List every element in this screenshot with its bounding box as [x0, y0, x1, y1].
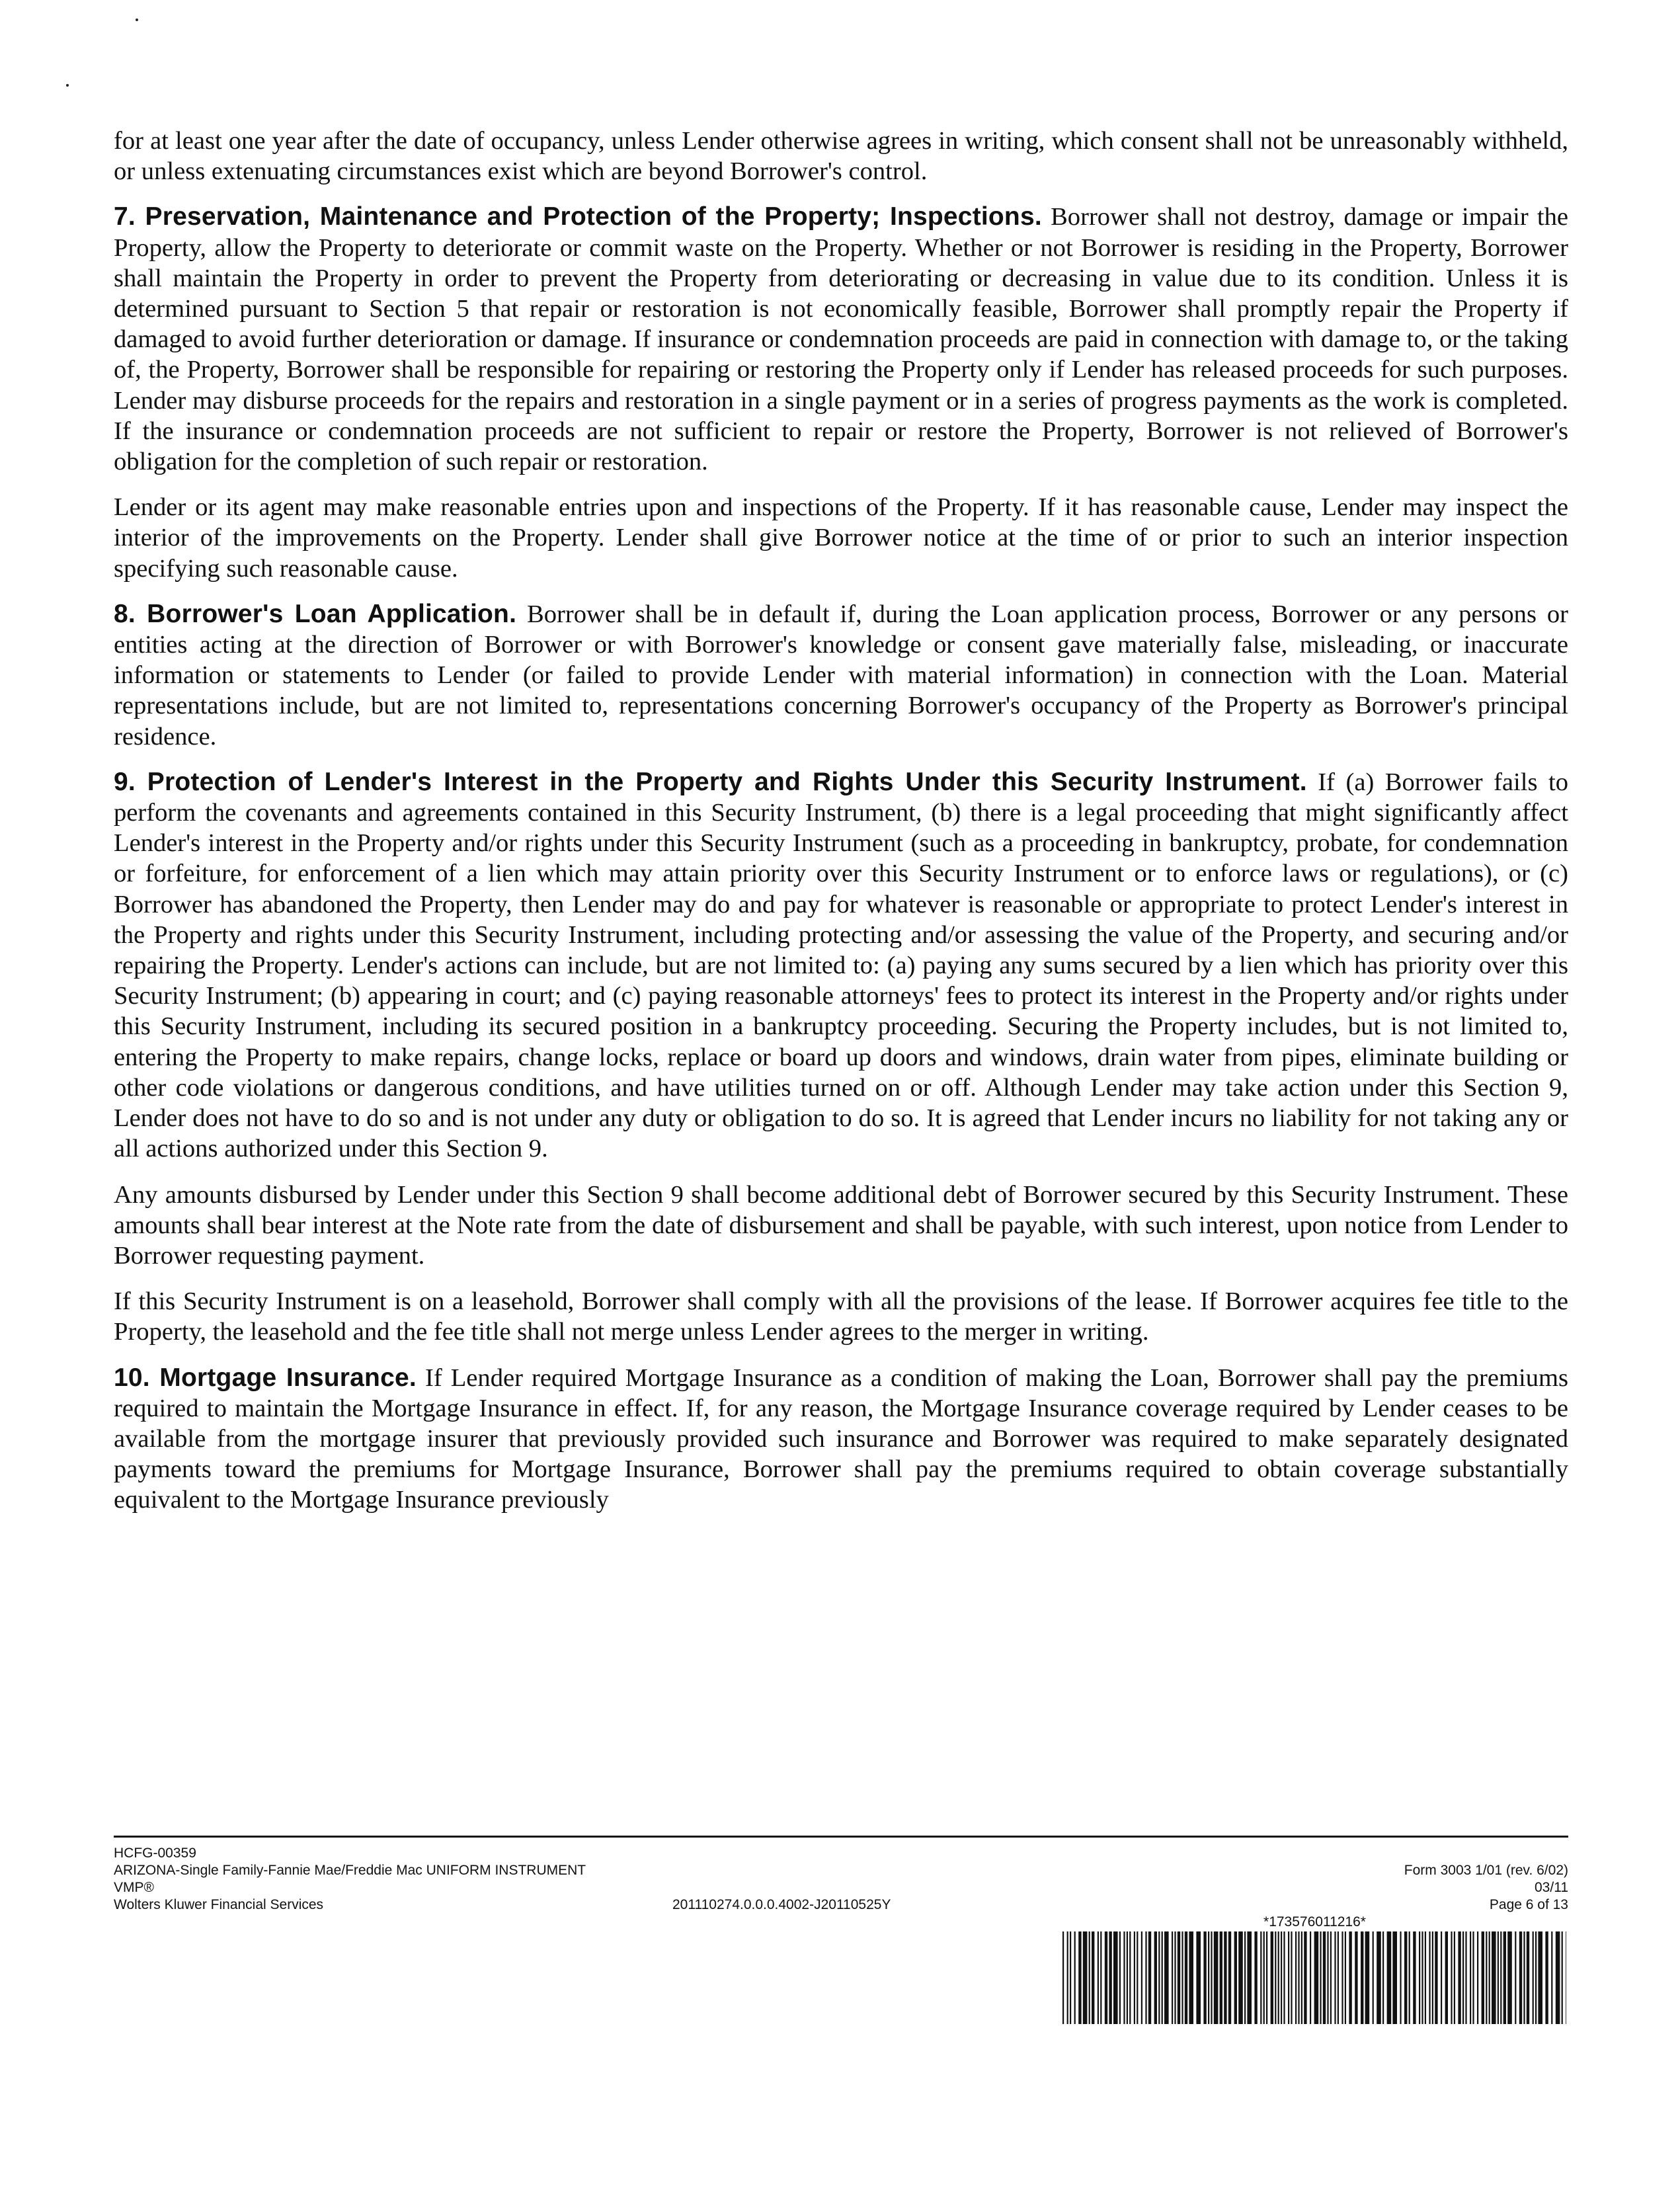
barcode-bar [1535, 1931, 1537, 2024]
barcode-bar [1078, 1931, 1081, 2024]
barcode-bar [1266, 1931, 1267, 2024]
barcode-bar [1301, 1931, 1302, 2024]
barcode-bar [1291, 1931, 1292, 2024]
barcode-bar [1185, 1931, 1187, 2024]
barcode-bar [1341, 1931, 1343, 2024]
barcode-bar [1458, 1931, 1460, 2024]
barcode-bar [1298, 1931, 1299, 2024]
barcode-bar [1074, 1931, 1076, 2024]
barcode-bar [1349, 1931, 1351, 2024]
barcode-bar [1465, 1931, 1466, 2024]
barcode-bar [1470, 1931, 1471, 2024]
footer-form-number: Form 3003 1/01 (rev. 6/02) [1404, 1863, 1568, 1878]
barcode-bar [1404, 1931, 1407, 2024]
barcode-bar [1137, 1931, 1138, 2024]
barcode-bar [1441, 1931, 1442, 2024]
barcode-bar [1247, 1931, 1252, 2024]
section-7-text: Borrower shall not destroy, damage or impair the Property, allow the Property to deteriorate or commit waste on the Property. Whether or not Borrower is residing in the Property, Borrower shall maintain the Property in order to prevent the Property from deteriorating or decreasing in value due to its condition. Unless it is determined pursuant to Section 5 that repair or restoration is not economically feasible, Borrower shall promptly repair the Property if damaged to avoid further deterioration or damage. If insurance or condemnation proceeds are paid in connection with damage to, or the taking of, the Property, Borrower shall be responsible for repairing or restoring the Property only if Lender has released proceeds for such purposes. Lender may disburse proceeds for the repairs and restoration in a single payment or in a series of progress payments as the work is completed. If the insurance or condemnation proceeds are not sufficient to repair or restore the Property, Borrower is not relieved of Borrower's obligation for the completion of such repair or restoration. [114, 203, 1568, 476]
footer-doc-id: HCFG-00359 [114, 1846, 196, 1861]
barcode-bar [1238, 1931, 1243, 2024]
section-9-paragraph-3: If this Security Instrument is on a leasehold, Borrower shall comply with all the provisions of the lease. If Borrower acquires fee title to the Property, the leasehold and the fee title shall not merge unless Lender agrees to the merger in writing. [114, 1287, 1568, 1346]
barcode-bar [1334, 1931, 1336, 2024]
barcode-bar [1304, 1931, 1306, 2024]
barcode-bar [1327, 1931, 1328, 2024]
barcode-bar [1515, 1931, 1516, 2024]
barcode-bar [1507, 1931, 1512, 2024]
barcode-bar [1462, 1931, 1464, 2024]
section-7 [114, 202, 1568, 477]
barcode-bar [1486, 1931, 1487, 2024]
barcode-bar [1228, 1931, 1231, 2024]
barcode-bar [1500, 1931, 1501, 2024]
barcode-bar [1373, 1931, 1374, 2024]
barcode-bar [1271, 1931, 1273, 2024]
barcode-bar [1089, 1931, 1090, 2024]
section-10-text: If Lender required Mortgage Insurance as a condition of making the Loan, Borrower shall pay the premiums required to maintain the Mortgage Insurance in effect. If, for any reason, the Mortgage Insurance coverage required by Lender ceases to be available from the mortgage insurer that previously provided such insurance and Borrower was required to make separately designated payments toward the premiums for Mortgage Insurance, Borrower shall pay the premiums required to obtain coverage substantially equivalent to the Mortgage Insurance previously [114, 1363, 1569, 1514]
barcode-bar [1127, 1931, 1128, 2024]
barcode-bar [1196, 1931, 1201, 2024]
barcode-bar [1113, 1931, 1118, 2024]
barcode-bar [1556, 1931, 1560, 2024]
barcode-number: *173576011216* [1263, 1914, 1366, 1929]
barcode-bar [1283, 1931, 1285, 2024]
barcode-bar [1295, 1931, 1297, 2024]
barcode-bar [1181, 1931, 1183, 2024]
barcode-bar [1400, 1931, 1401, 2024]
document-body [114, 126, 1568, 1531]
barcode-bar [1361, 1931, 1363, 2024]
barcode-bar [1523, 1931, 1525, 2024]
barcode-bar [1254, 1931, 1257, 2024]
barcode-bar [1172, 1931, 1173, 2024]
barcode-bar [1288, 1931, 1289, 2024]
barcode-bar [1070, 1931, 1071, 2024]
barcode-bar [1158, 1931, 1160, 2024]
barcode-bar [1092, 1931, 1094, 2024]
barcode-bar [1083, 1931, 1088, 2024]
barcode-bar [1527, 1931, 1529, 2024]
barcode-bar [1432, 1931, 1433, 2024]
section-10-heading: 10. Mortgage Insurance. [114, 1363, 417, 1392]
barcode-bar [1425, 1931, 1426, 2024]
barcode-bar [1314, 1931, 1319, 2024]
barcode-bar [1538, 1931, 1542, 2024]
barcode-bar [1141, 1931, 1142, 2024]
barcode-bar [1421, 1931, 1423, 2024]
barcode-bar [1098, 1931, 1099, 2024]
barcode-bar [1189, 1931, 1193, 2024]
barcode-bar [1062, 1931, 1064, 2024]
barcode-bar [1310, 1931, 1311, 2024]
section-9-paragraph-2: Any amounts disbursed by Lender under this Section 9 shall become additional debt of Borrower secured by this Security Instrument. These amounts shall bear interest at the Note rate from the date of disbursement and shall be payable, with such interest, upon notice from Lender to Borrower requesting payment. [114, 1180, 1568, 1270]
barcode-bar [1220, 1931, 1222, 2024]
barcode-bar [1519, 1931, 1522, 2024]
barcode-bar [1472, 1931, 1474, 2024]
barcode-bar [1482, 1931, 1484, 2024]
section-8 [114, 599, 1568, 752]
barcode-bar [1429, 1931, 1430, 2024]
barcode-bar [1067, 1931, 1068, 2024]
footer-tracking-number: 201110274.0.0.0.4002-J20110525Y [672, 1897, 891, 1912]
footer-publisher: Wolters Kluwer Financial Services [114, 1897, 324, 1912]
section-10 [114, 1363, 1568, 1516]
barcode-bar [1503, 1931, 1506, 2024]
barcode-bar [1214, 1931, 1219, 2024]
barcode-bar [1451, 1931, 1452, 2024]
barcode-bar [1498, 1931, 1499, 2024]
barcode-bar [1377, 1931, 1381, 2024]
barcode-bar [1355, 1931, 1357, 2024]
barcode-bar [1454, 1931, 1455, 2024]
barcode-bar [1419, 1931, 1420, 2024]
document-footer [114, 1845, 1568, 1914]
barcode-bar [1562, 1931, 1563, 2024]
barcode-bar [1109, 1931, 1111, 2024]
barcode-bar [1387, 1931, 1392, 2024]
barcode-bar [1281, 1931, 1282, 2024]
barcode-bar [1413, 1931, 1416, 2024]
section-9-heading: 9. Protection of Lender's Interest in the Property and Rights Under this Security Instrument. [114, 767, 1307, 796]
barcode-bar [1203, 1931, 1206, 2024]
barcode-bar [1234, 1931, 1237, 2024]
barcode-bar [1174, 1931, 1176, 2024]
section-7-heading: 7. Preservation, Maintenance and Protection of the Property; Inspections. [114, 202, 1042, 231]
section-7-paragraph-2: Lender or its agent may make reasonable entries upon and inspections of the Property. If it has reasonable cause, Lender may inspect the interior of the improvements on the Property. Lender shall give Borrower notice at the time of or prior to such an interior inspection specifying such reasonable cause. [114, 493, 1568, 583]
barcode-bar [1551, 1931, 1552, 2024]
barcode-bar [1545, 1931, 1548, 2024]
barcode-bar [1382, 1931, 1384, 2024]
barcode-bar [1330, 1931, 1332, 2024]
barcode-bar [1278, 1931, 1279, 2024]
barcode-bar [1119, 1931, 1121, 2024]
barcode-bar [1260, 1931, 1261, 2024]
barcode-bar [1129, 1931, 1131, 2024]
continuation-paragraph: for at least one year after the date of occupancy, unless Lender otherwise agrees in writing, which consent shall not be unreasonably withheld, or unless extenuating circumstances exist which are beyond Borrower's control. [114, 127, 1568, 186]
barcode-bar [1338, 1931, 1339, 2024]
barcode-bar [1392, 1931, 1397, 2024]
barcode-bar [1178, 1931, 1180, 2024]
footer-divider [114, 1836, 1568, 1838]
scan-speck [136, 19, 138, 21]
barcode-bar [1533, 1931, 1534, 2024]
barcode-bar [1123, 1931, 1125, 2024]
barcode-block [1061, 1914, 1568, 2025]
barcode-bar [1134, 1931, 1135, 2024]
barcode-bar [1445, 1931, 1448, 2024]
section-9-text: If (a) Borrower fails to perform the covenants and agreements contained in this Security Instrument, (b) there is a legal proceeding that might significantly affect Lender's interest in the Property and/or rights under this Security Instrument (such as a proceeding in bankruptcy, probate, for condemnation or forfeiture, for enforcement of a lien which may attain priority over this Security Instrument or to enforce laws or regulations), or (c) Borrower has abandoned the Property, then Lender may do and pay for whatever is reasonable or appropriate to protect Lender's interest in the Property and rights under this Security Instrument, including protecting and/or assessing the value of the Property, and securing and/or repairing the Property. Lender's actions can include, but are not limited to: (a) paying any sums secured by a lien which has priority over this Security Instrument; (b) appearing in court; and (c) paying reasonable attorneys' fees to protect its interest in the Property and/or rights under this Security Instrument, including its secured position in a bankruptcy proceeding. Securing the Property includes, but is not limited to, entering the Property to make repairs, change locks, replace or board up doors and windows, drain water from pipes, eliminate building or other code violations or dangerous conditions, and have utilities turned on or off. Although Lender may take action under this Section 9, Lender does not have to do so and is not under any duty or obligation to do so. It is agreed that Lender incurs no liability for not taking any or all actions authorized under this Section 9. [114, 768, 1568, 1163]
barcode-bar [1148, 1931, 1151, 2024]
barcode-bar [1275, 1931, 1276, 2024]
barcode-bar [1154, 1931, 1157, 2024]
barcode-bar [1162, 1931, 1163, 2024]
barcode-bar [1164, 1931, 1169, 2024]
section-9 [114, 767, 1568, 1164]
barcode-bar [1320, 1931, 1321, 2024]
barcode-bar [1365, 1931, 1370, 2024]
footer-vendor: VMP® [114, 1880, 154, 1895]
footer-page-number: Page 6 of 13 [1489, 1897, 1568, 1912]
section-8-heading: 8. Borrower's Loan Application. [114, 599, 517, 628]
barcode-bar [1100, 1931, 1101, 2024]
barcode-bar [1211, 1931, 1212, 2024]
barcode-bar [1345, 1931, 1346, 2024]
barcode-bar [1492, 1931, 1496, 2024]
barcode-bar [1409, 1931, 1410, 2024]
footer-instrument: ARIZONA-Single Family-Fannie Mae/Freddie Mac UNIFORM INSTRUMENT [114, 1863, 586, 1878]
barcode-bar [1145, 1931, 1146, 2024]
section-8-text: Borrower shall be in default if, during the Loan application process, Borrower or any persons or entities acting at the direction of Borrower or with Borrower's knowledge or consent gave materially false, misleading, or inaccurate information or statements to Lender (or failed to provide Lender with material information) in connection with the Loan. Material representations include, but are not limited to, representations concerning Borrower's occupancy of the Property as Borrower's principal residence. [114, 600, 1568, 751]
barcode-bar [1224, 1931, 1226, 2024]
barcode-bar [1323, 1931, 1326, 2024]
barcode-bar [1263, 1931, 1265, 2024]
barcode-bar [1489, 1931, 1490, 2024]
barcode-image [1061, 1931, 1568, 2024]
barcode-bar [1105, 1931, 1107, 2024]
barcode-bar [1244, 1931, 1246, 2024]
barcode-bar [1435, 1931, 1437, 2024]
scan-speck [66, 84, 69, 87]
footer-date: 03/11 [1535, 1880, 1568, 1895]
barcode-bar [1477, 1931, 1478, 2024]
barcode-bar [1208, 1931, 1209, 2024]
